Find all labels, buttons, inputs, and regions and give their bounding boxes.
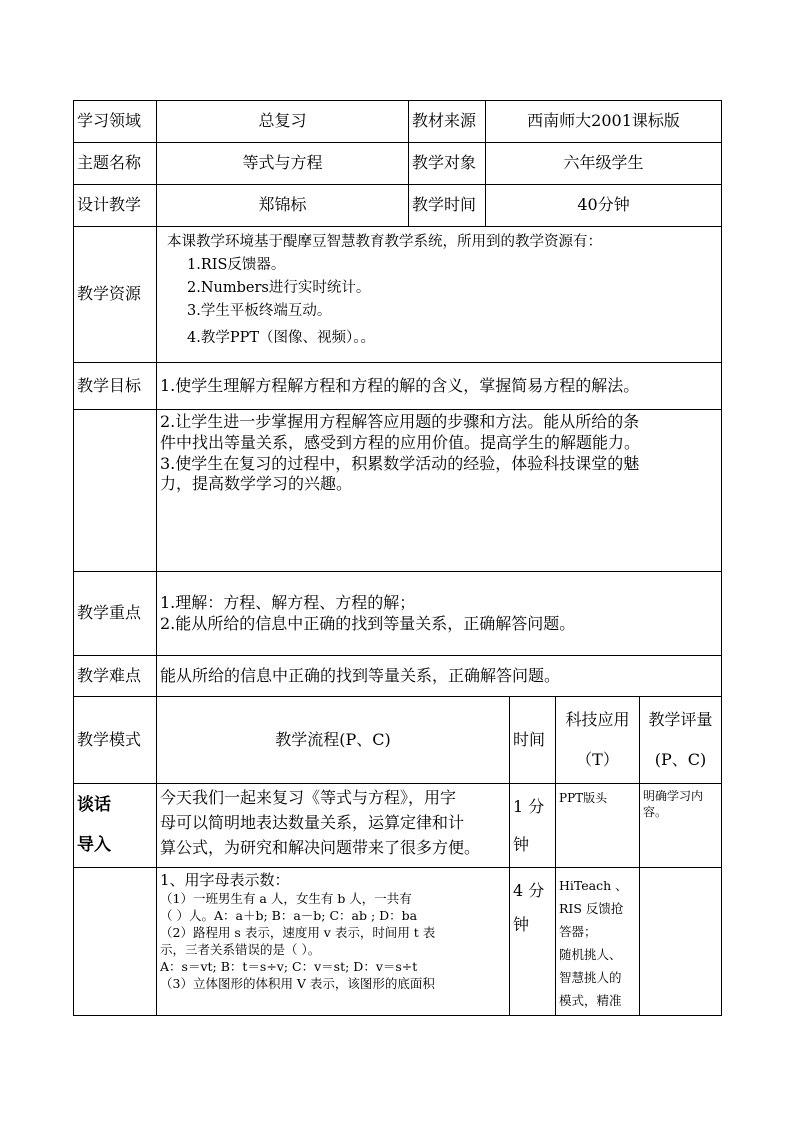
resource-item: 2.Numbers进行实时统计。 <box>187 280 371 296</box>
resources-label: 教学资源 <box>74 227 157 363</box>
field-value: 六年级学生 <box>486 143 722 185</box>
intro-flow-line: 算公式，为研究和解决问题带来了很多方便。 <box>160 838 481 857</box>
exercise-tech-line: 模式，精准 <box>559 993 622 1008</box>
goal-line: 力，提高数学学习的兴趣。 <box>160 474 353 494</box>
goals-row-cont <box>74 410 722 572</box>
resources-row <box>74 227 722 363</box>
header-tech-line: （T） <box>576 750 619 769</box>
exercise-time-line: 4 分 <box>513 881 545 900</box>
exercise-line: 示，三者关系错误的是（ ）。 <box>160 942 321 957</box>
goal-line: 3.使学生在复习的过程中，积累数学活动的经验，体验科技课堂的魅 <box>160 453 640 473</box>
field-value: 西南师大2001课标版 <box>486 101 722 143</box>
intro-eval-line: 明确学习内 <box>643 789 704 803</box>
resource-item: 1.RIS反馈器。 <box>187 257 286 273</box>
exercise-tech-line: HiTeach 、 <box>559 878 628 893</box>
intro-mode-line: 谈话 <box>77 795 111 815</box>
key-points-content <box>157 572 722 656</box>
intro-eval-line: 容。 <box>643 805 668 819</box>
field-value: 等式与方程 <box>157 143 409 185</box>
exercise-row <box>74 868 722 1016</box>
exercise-tech-line: 答器； <box>559 924 597 939</box>
intro-flow-line: 今天我们一起来复习《等式与方程》，用字 <box>160 788 457 807</box>
field-label: 教学对象 <box>409 143 486 185</box>
process-header-row <box>74 697 722 784</box>
header-flow: 教学流程(P、C) <box>157 697 510 784</box>
intro-mode-line: 导入 <box>77 835 111 855</box>
exercise-time <box>510 868 556 1016</box>
lesson-plan-table <box>73 100 722 1016</box>
field-label: 学习领域 <box>74 101 157 143</box>
exercise-time-line: 钟 <box>513 915 530 934</box>
exercise-tech-line: 随机挑人、 <box>559 947 622 962</box>
goals-row <box>74 363 722 410</box>
exercise-mode <box>74 868 157 1016</box>
goals-label: 教学目标 <box>74 363 157 410</box>
difficulty-row <box>74 656 722 697</box>
exercise-line: （ ）人。A：a＋b; B：a－b; C：ab ; D：ba <box>160 908 418 923</box>
intro-time <box>510 784 556 868</box>
exercise-line: （2）路程用 s 表示，速度用 v 表示，时间用 t 表 <box>160 925 436 940</box>
intro-flow <box>157 784 510 868</box>
exercise-title: 1、用字母表示数： <box>160 871 290 889</box>
intro-tech-text: PPT版头 <box>559 791 608 805</box>
resource-item: 4.教学PPT（图像、视频）。。 <box>187 330 376 346</box>
exercise-eval <box>640 868 722 1016</box>
field-label: 教材来源 <box>409 101 486 143</box>
header-eval-line: (P、C) <box>654 750 707 769</box>
difficulty-content: 能从所给的信息中正确的找到等量关系，正确解答问题。 <box>157 656 722 697</box>
resources-content <box>157 227 722 363</box>
goal-line: 1.使学生理解方程解方程和方程的解的含义，掌握简易方程的解法。 <box>157 363 722 410</box>
exercise-tech <box>556 868 640 1016</box>
intro-time-line: 1 分 <box>513 797 545 816</box>
field-value: 总复习 <box>157 101 409 143</box>
intro-tech <box>556 784 640 868</box>
exercise-tech-line: RIS 反馈抢 <box>559 901 624 916</box>
field-value: 40分钟 <box>486 185 722 227</box>
info-row <box>74 143 722 185</box>
header-eval <box>640 697 722 784</box>
key-point-line: 2.能从所给的信息中正确的找到等量关系，正确解答问题。 <box>160 613 576 633</box>
goal-line: 件中找出等量关系，感受到方程的应用价值。提高学生的解题能力。 <box>160 432 641 452</box>
header-tech <box>556 697 640 784</box>
goal-line: 2.让学生进一步掌握用方程解答应用题的步骤和方法。能从所给的条 <box>160 412 640 431</box>
difficulty-label: 教学难点 <box>74 656 157 697</box>
info-row <box>74 101 722 143</box>
info-row <box>74 185 722 227</box>
resource-item: 3.学生平板终端互动。 <box>187 303 332 319</box>
header-tech-line: 科技应用 <box>565 710 630 729</box>
exercise-line: （1）一班男生有 a 人，女生有 b 人，一共有 <box>160 891 412 906</box>
field-label: 主题名称 <box>74 143 157 185</box>
header-mode: 教学模式 <box>74 697 157 784</box>
intro-row <box>74 784 722 868</box>
exercise-tech-line: 智慧挑人的 <box>559 970 622 985</box>
exercise-line: （3）立体图形的体积用 V 表示，该图形的底面积 <box>160 976 435 991</box>
key-points-row <box>74 572 722 656</box>
goals-content <box>157 410 722 572</box>
goals-label-blank <box>74 410 157 572</box>
intro-time-line: 钟 <box>513 835 530 854</box>
intro-flow-line: 母可以简明地表达数量关系，运算定律和计 <box>160 813 465 832</box>
intro-mode <box>74 784 157 868</box>
field-label: 设计教学 <box>74 185 157 227</box>
key-point-line: 1.理解：方程、解方程、方程的解； <box>160 592 416 612</box>
exercise-line: A：s＝vt; B：t＝s÷v; C：v＝st; D：v＝s÷t <box>160 959 418 974</box>
intro-eval <box>640 784 722 868</box>
resources-intro: 本课教学环境基于醍摩豆智慧教育教学系统，所用到的教学资源有： <box>167 234 602 250</box>
header-time: 时间 <box>510 697 556 784</box>
field-label: 教学时间 <box>409 185 486 227</box>
field-value: 郑锦标 <box>157 185 409 227</box>
exercise-flow <box>157 868 510 1016</box>
header-eval-line: 教学评量 <box>648 710 713 729</box>
key-points-label: 教学重点 <box>74 572 157 656</box>
